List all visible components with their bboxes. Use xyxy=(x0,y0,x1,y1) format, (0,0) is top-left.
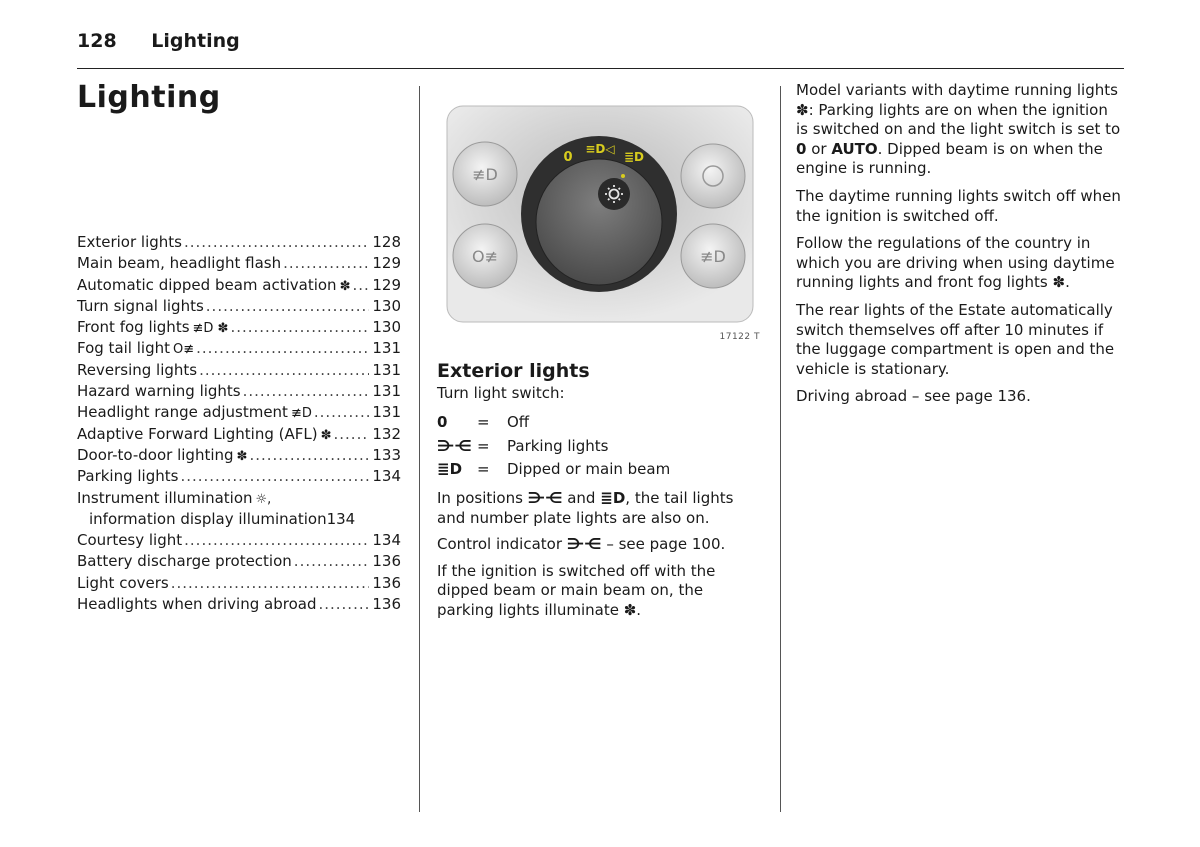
dial-label-parking: ≡D◁ xyxy=(585,142,615,156)
toc-entry-label: Fog tail light xyxy=(77,339,170,358)
toc-entry[interactable] xyxy=(77,233,401,254)
toc-entry[interactable] xyxy=(77,297,401,318)
light-symbol-icon: ✽ xyxy=(236,448,248,464)
toc-page-number: 129 xyxy=(372,254,401,273)
toc-entry-label: Headlight range adjustment xyxy=(77,403,288,422)
svg-text:≢D: ≢D xyxy=(700,247,726,266)
svg-text:O≢: O≢ xyxy=(472,247,498,266)
toc-page-number: 131 xyxy=(372,360,401,379)
legend-equals: = xyxy=(477,436,490,455)
illumination-button xyxy=(681,144,745,208)
toc-entry[interactable] xyxy=(77,446,401,467)
toc-entry-label: Courtesy light xyxy=(77,531,183,550)
toc-entry[interactable] xyxy=(77,361,401,382)
toc-entry-label: Hazard warning lights xyxy=(77,382,241,401)
toc-entry[interactable] xyxy=(77,382,401,403)
light-symbol-icon: ≢D ✽ xyxy=(192,321,229,337)
paragraph-tail-lights xyxy=(437,489,763,528)
paragraph-daytime-running xyxy=(796,81,1124,179)
toc-page-number: 136 xyxy=(372,552,401,571)
switch-position-legend xyxy=(437,411,763,482)
header-rule xyxy=(77,68,1124,69)
legend-symbol: 0 xyxy=(437,413,448,432)
paragraph-ignition: If the ignition is switched off with the dipped beam or main beam on, the parking lights illuminate ✽. xyxy=(437,561,716,620)
dial-label-dipped: ≣D xyxy=(623,150,645,164)
toc-leader-dots xyxy=(199,361,369,379)
toc-leader-dots xyxy=(206,297,369,315)
toc-entry[interactable] xyxy=(77,595,401,616)
toc-entry-label: Door-to-door lighting xyxy=(77,445,234,464)
fog-tail-light-button xyxy=(453,224,517,288)
toc-entry-label: Automatic dipped beam activation xyxy=(77,275,337,294)
toc-leader-dots xyxy=(294,552,369,570)
legend-equals: = xyxy=(477,460,490,479)
toc-entry-label: Reversing lights xyxy=(77,360,198,379)
left-column xyxy=(77,80,401,115)
toc-leader-dots xyxy=(180,467,369,485)
page-number: 128 xyxy=(77,30,117,52)
light-symbol-icon: ≢D xyxy=(290,406,312,422)
section-intro: Turn light switch: xyxy=(437,384,565,402)
toc-page-number: 134 xyxy=(372,531,401,550)
legend-text: Dipped or main beam xyxy=(507,460,671,479)
paragraph-regulations: Follow the regulations of the country in which you are driving when using daytime running lights and front fog lights ✽. xyxy=(796,234,1115,292)
switch-off-symbol: 0 xyxy=(796,139,807,158)
toc-entry-label: Exterior lights xyxy=(77,233,182,251)
legend-row xyxy=(437,411,763,435)
toc-leader-dots xyxy=(314,403,369,421)
toc-entry-label-line2: information display illumination xyxy=(89,509,327,528)
right-column xyxy=(796,81,1124,415)
chapter-title: Lighting xyxy=(77,80,221,115)
toc-page-number: 136 xyxy=(372,595,401,614)
toc-entry[interactable] xyxy=(77,425,401,446)
auto-label: AUTO xyxy=(831,139,878,158)
running-head xyxy=(77,30,240,52)
toc-page-number: 131 xyxy=(372,382,401,401)
light-symbol-icon: ✽ xyxy=(339,278,351,294)
toc-entry-continuation[interactable] xyxy=(77,510,401,531)
legend-text: Parking lights xyxy=(507,436,609,455)
toc-leader-dots xyxy=(184,233,369,251)
text-run: or xyxy=(806,139,832,158)
dipped-beam-symbol: ≣D xyxy=(600,489,626,508)
text-run: Model variants with daytime running lights ✽: Parking lights are on when the ignition is switched on and the light switch is set to xyxy=(796,81,1121,139)
rotary-light-switch xyxy=(521,136,677,292)
toc-leader-dots xyxy=(318,595,369,613)
toc-entry[interactable] xyxy=(77,574,401,595)
toc-leader-dots xyxy=(184,531,369,549)
paragraph-control-indicator xyxy=(437,535,763,555)
toc-entry-label: Parking lights xyxy=(77,467,179,486)
legend-equals: = xyxy=(477,413,490,432)
headlight-range-button xyxy=(681,224,745,288)
toc-page-number: 130 xyxy=(372,318,401,337)
text-run: and xyxy=(567,489,596,508)
toc-entry-label: Adaptive Forward Lighting (AFL) xyxy=(77,424,318,443)
toc-page-number: 131 xyxy=(372,403,401,422)
light-symbol-icon: O≢ xyxy=(172,342,195,358)
illumination-icon: ☼, xyxy=(255,491,272,507)
toc-leader-dots xyxy=(196,339,369,357)
toc-leader-dots xyxy=(230,318,369,336)
text-run: , the tail lights and number plate lights are also on. xyxy=(437,489,734,527)
toc-entry[interactable] xyxy=(77,339,401,360)
toc-leader-dots xyxy=(352,276,369,294)
legend-row xyxy=(437,434,763,458)
text-run: . Dipped beam is on when the engine is running. xyxy=(796,139,1103,178)
parking-lights-symbol: ⋺⋲ xyxy=(566,535,602,554)
toc-page-number: 133 xyxy=(372,445,401,464)
toc-page-number: 134 xyxy=(372,467,401,486)
legend-row xyxy=(437,458,763,482)
toc-leader-dots xyxy=(249,446,369,464)
fog-light-button xyxy=(453,142,517,206)
light-switch-illustration xyxy=(437,86,763,348)
toc-leader-dots xyxy=(243,382,369,400)
column-divider-2 xyxy=(780,86,781,812)
running-head-section: Lighting xyxy=(151,30,240,52)
text-run: Control indicator xyxy=(437,535,563,554)
toc-entry[interactable] xyxy=(77,276,401,297)
section-title: Exterior lights xyxy=(437,360,590,382)
paragraph-rear-lights: The rear lights of the Estate automatically switch themselves off after 10 minutes if the luggage compartment is open and the vehicle is stationary. xyxy=(796,300,1115,378)
toc-page-number: 134 xyxy=(326,509,356,528)
paragraph-driving-abroad[interactable]: Driving abroad – see page 136. xyxy=(796,387,1031,406)
paragraph-daytime-off: The daytime running lights switch off when the ignition is switched off. xyxy=(796,186,1121,225)
toc-entry[interactable] xyxy=(77,318,401,339)
page-reference[interactable]: – see page 100. xyxy=(601,535,726,554)
toc-page-number: 132 xyxy=(372,424,401,443)
figure-number: 17122 T xyxy=(719,332,760,342)
toc-leader-dots xyxy=(334,425,370,443)
toc-page-number: 130 xyxy=(372,296,401,315)
toc-page-number: 136 xyxy=(372,573,401,592)
toc-entry-label: Front fog lights xyxy=(77,318,190,337)
toc-entry[interactable] xyxy=(77,531,401,552)
toc-entry[interactable] xyxy=(77,489,401,510)
legend-symbol: ≣D xyxy=(437,460,463,479)
toc-entry-label: Instrument illumination xyxy=(77,488,253,507)
light-switch-figure xyxy=(437,86,763,348)
svg-text:≢D: ≢D xyxy=(472,165,498,184)
parking-lights-symbol: ⋺⋲ xyxy=(527,489,563,508)
dial-label-off: 0 xyxy=(563,150,573,165)
light-symbol-icon: ✽ xyxy=(320,427,332,443)
toc-entry-label: Turn signal lights xyxy=(77,296,204,315)
legend-symbol: ⋺⋲ xyxy=(437,436,472,455)
toc-entry-label: Main beam, headlight flash xyxy=(77,254,282,273)
table-of-contents xyxy=(77,233,401,616)
middle-column xyxy=(437,86,763,628)
toc-entry-label: Light covers xyxy=(77,573,169,592)
toc-entry[interactable] xyxy=(77,467,401,488)
toc-leader-dots xyxy=(283,254,369,272)
toc-entry-label: Battery discharge protection xyxy=(77,552,292,571)
column-divider-1 xyxy=(419,86,420,812)
toc-entry-label: Headlights when driving abroad xyxy=(77,595,317,614)
legend-text: Off xyxy=(507,413,530,432)
toc-leader-dots xyxy=(171,574,369,592)
text-run: In positions xyxy=(437,489,523,508)
toc-page-number: 131 xyxy=(372,339,401,358)
toc-entry[interactable] xyxy=(77,254,401,275)
toc-entry[interactable] xyxy=(77,403,401,424)
toc-page-number: 129 xyxy=(372,275,401,294)
toc-entry[interactable] xyxy=(77,552,401,573)
toc-page-number: 128 xyxy=(372,233,401,251)
